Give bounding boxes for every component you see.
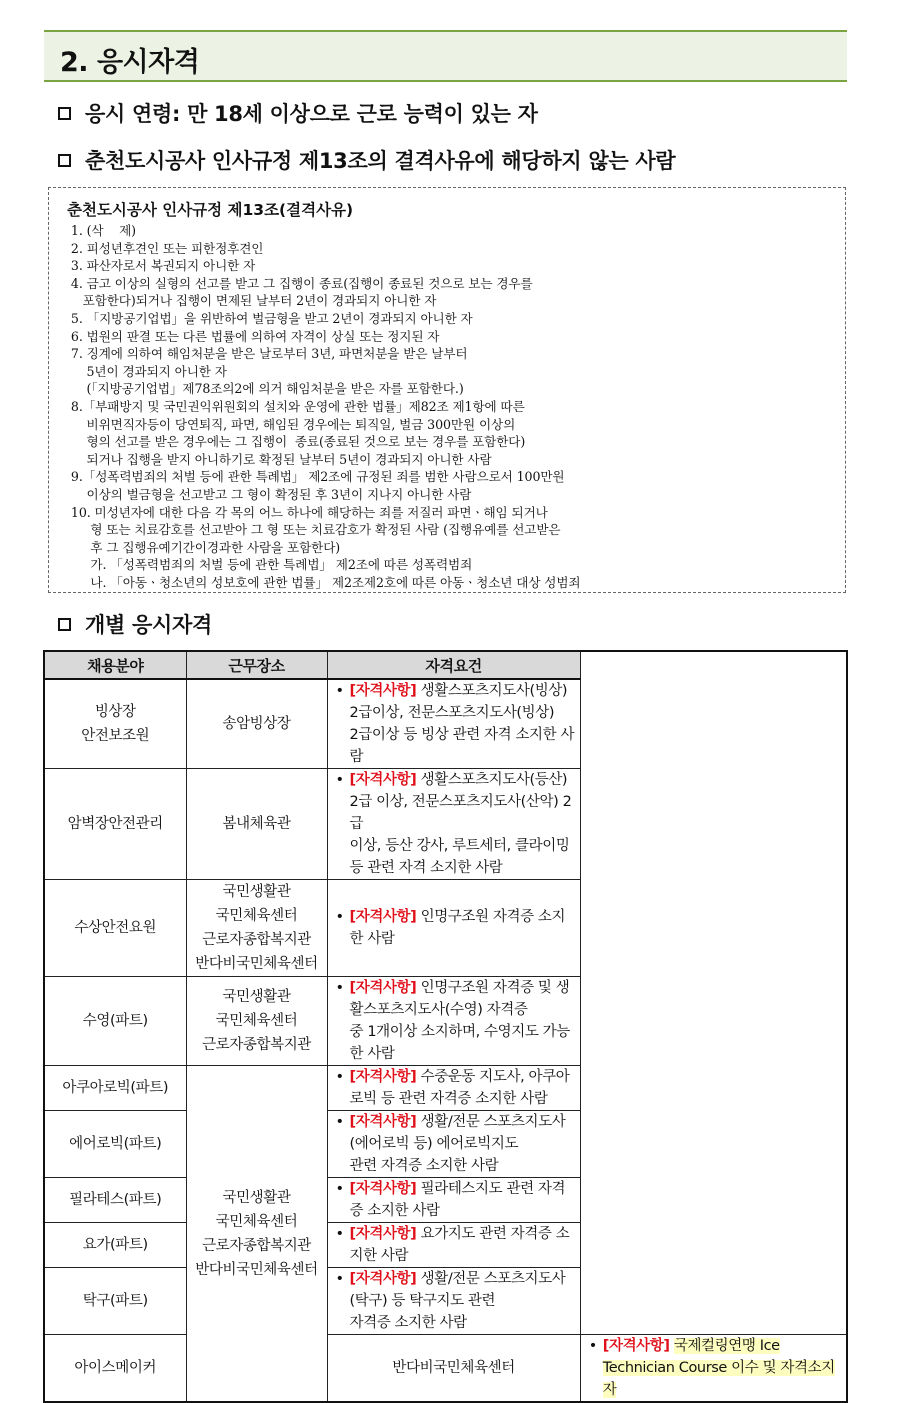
rule-title: 춘천도시공사 인사규정 제13조(결격사유) (67, 201, 354, 219)
place-cell: 국민생활관 국민체육센터 근로자종합복지관 반다비국민체육센터 (186, 1066, 327, 1403)
field-cell: 빙상장 안전보조원 (44, 679, 186, 769)
field-cell: 수상안전요원 (44, 880, 186, 977)
field-cell: 에어로빅(파트) (44, 1111, 186, 1178)
table-row (44, 1178, 847, 1223)
section-title: 2. 응시자격 (60, 47, 200, 78)
table-row (44, 1335, 847, 1403)
rule-line: 1. (삭 제) (67, 223, 136, 238)
bullet-text: 춘천도시공사 인사규정 제13조의 결격사유에 해당하지 않는 사람 (85, 149, 676, 173)
requirement-tag: [자격사항] (349, 909, 417, 925)
table-row (44, 977, 847, 1066)
place-cell: 반다비국민체육센터 (327, 1335, 580, 1403)
requirement-cell: • [자격사항] 국제컬링연맹 Ice Technician Course 이수 및 자격소지자 (580, 1335, 847, 1403)
disqualification-rule-box (48, 187, 846, 593)
rule-line: 형 또는 치료감호를 선고받아 그 형 또는 치료감호가 확정된 사람 (집행유예를 선고받은 (67, 522, 561, 538)
requirement-cell: • [자격사항] 생활스포츠지도사(빙상) 2급이상, 전문스포츠지도사(빙상) 2급이상 등 빙상 관련 자격 소지한 사람 (327, 679, 580, 769)
bullet-text: 응시 연령: 만 18세 이상으로 근로 능력이 있는 자 (85, 102, 538, 126)
section-header (44, 30, 847, 82)
rule-line: 4. 금고 이상의 실형의 선고를 받고 그 집행이 종료(집행이 종료된 것으로 보는 경우를 (67, 275, 533, 291)
bullet-disqualification (58, 145, 675, 175)
table-row (44, 1268, 847, 1335)
requirement-cell: • [자격사항] 생활/전문 스포츠지도사(에어로빅 등) 에어로빅지도 관련 자격증 소지한 사람 (327, 1111, 580, 1178)
bullet-age (58, 98, 538, 128)
rule-line: 5. 「지방공기업법」을 위반하여 벌금형을 받고 2년이 경과되지 아니한 자 (67, 310, 473, 326)
table-row (44, 1066, 847, 1111)
rule-line: 8.「부패방지 및 국민권익위원회의 설치와 운영에 관한 법률」제82조 제1항에 따른 (67, 398, 525, 414)
rule-line: 3. 파산자로서 복권되지 아니한 자 (67, 258, 256, 274)
checkbox-square-icon (58, 154, 71, 167)
requirement-tag: [자격사항] (349, 1114, 417, 1130)
table-row (44, 1111, 847, 1178)
place-cell: 국민생활관 국민체육센터 근로자종합복지관 반다비국민체육센터 (186, 880, 327, 977)
rule-lines (67, 222, 845, 591)
rule-line: 6. 법원의 판결 또는 다른 법률에 의하여 자격이 상실 또는 정지된 자 (67, 328, 440, 344)
field-cell: 암벽장안전관리 (44, 769, 186, 880)
table-header-row (44, 651, 847, 679)
table-row (44, 880, 847, 977)
header-field: 채용분야 (44, 651, 186, 679)
qualification-table (43, 650, 848, 1403)
field-cell: 탁구(파트) (44, 1268, 186, 1335)
checkbox-square-icon (58, 618, 71, 631)
rule-line: (「지방공기업법」제78조의2에 의거 해임처분을 받은 자를 포함한다.) (67, 381, 464, 397)
rule-line: 후 그 집행유예기간이경과한 사람을 포함한다) (67, 539, 341, 555)
table-row (44, 679, 847, 769)
requirement-cell: • [자격사항] 요가지도 관련 자격증 소지한 사람 (327, 1223, 580, 1268)
rule-line: 나. 「아동ㆍ청소년의 성보호에 관한 법률」 제2조제2호에 따른 아동ㆍ청소년 대상 성범죄 (67, 574, 581, 590)
rule-line: 7. 징계에 의하여 해임처분을 받은 날로부터 3년, 파면처분을 받은 날부터 (67, 346, 468, 362)
place-cell: 봄내체육관 (186, 769, 327, 880)
field-cell: 아이스메이커 (44, 1335, 186, 1403)
rule-line: 2. 피성년후견인 또는 피한정후견인 (67, 240, 264, 256)
requirement-tag: [자격사항] (349, 772, 417, 788)
checkbox-square-icon (58, 107, 71, 120)
requirement-cell: • [자격사항] 수중운동 지도사, 아쿠아로빅 등 관련 자격증 소지한 사람 (327, 1066, 580, 1111)
requirement-tag: [자격사항] (349, 1181, 417, 1197)
header-requirements: 자격요건 (327, 651, 580, 679)
requirement-tag: [자격사항] (349, 980, 417, 996)
bullet-text: 개별 응시자격 (85, 613, 212, 637)
requirement-tag: [자격사항] (602, 1338, 670, 1354)
requirement-tag: [자격사항] (349, 1271, 417, 1287)
rule-line: 비위면직자등이 당연퇴직, 파면, 해임된 경우에는 퇴직일, 벌금 300만원 이상의 (67, 416, 516, 432)
rule-line: 5년이 경과되지 아니한 자 (67, 363, 227, 379)
rule-line: 가. 「성폭력범죄의 처벌 등에 관한 특례법」 제2조에 따른 성폭력범죄 (67, 557, 473, 573)
field-cell: 필라테스(파트) (44, 1178, 186, 1223)
rule-line: 이상의 벌금형을 선고받고 그 형이 확정된 후 3년이 지나지 아니한 사람 (67, 486, 472, 502)
requirement-tag: [자격사항] (349, 1069, 417, 1085)
requirement-cell: • [자격사항] 생활스포츠지도사(등산) 2급 이상, 전문스포츠지도사(산악) 2급 이상, 등산 강사, 루트세터, 클라이밍 등 관련 자격 소지한 사람 (327, 769, 580, 880)
requirement-cell: • [자격사항] 생활/전문 스포츠지도사(탁구) 등 탁구지도 관련 자격증 소지한 사람 (327, 1268, 580, 1335)
header-place: 근무장소 (186, 651, 327, 679)
rule-line: 되거나 집행을 받지 아니하기로 확정된 날부터 5년이 경과되지 아니한 사람 (67, 451, 492, 467)
place-cell: 국민생활관 국민체육센터 근로자종합복지관 (186, 977, 327, 1066)
bullet-individual-qualification (58, 609, 212, 639)
rule-line: 포함한다)되거나 집행이 면제된 날부터 2년이 경과되지 아니한 자 (67, 293, 437, 309)
rule-line: 형의 선고를 받은 경우에는 그 집행이 종료(종료된 것으로 보는 경우를 포함한다) (67, 434, 526, 450)
table-row (44, 1223, 847, 1268)
table-row (44, 769, 847, 880)
field-cell: 요가(파트) (44, 1223, 186, 1268)
rule-line: 10. 미성년자에 대한 다음 각 목의 어느 하나에 해당하는 죄를 저질러 파면ㆍ해임 되거나 (67, 504, 548, 520)
requirement-tag: [자격사항] (349, 1226, 417, 1242)
requirement-tag: [자격사항] (349, 683, 417, 699)
place-cell: 송암빙상장 (186, 679, 327, 769)
rule-line: 9.「성폭력범죄의 처벌 등에 관한 특례법」 제2조에 규정된 죄를 범한 사람으로서 100만원 (67, 469, 565, 485)
field-cell: 아쿠아로빅(파트) (44, 1066, 186, 1111)
field-cell: 수영(파트) (44, 977, 186, 1066)
requirement-cell: • [자격사항] 필라테스지도 관련 자격증 소지한 사람 (327, 1178, 580, 1223)
requirement-cell: • [자격사항] 인명구조원 자격증 소지한 사람 (327, 880, 580, 977)
requirement-cell: • [자격사항] 인명구조원 자격증 및 생활스포츠지도사(수영) 자격증 중 1개이상 소지하며, 수영지도 가능한 사람 (327, 977, 580, 1066)
